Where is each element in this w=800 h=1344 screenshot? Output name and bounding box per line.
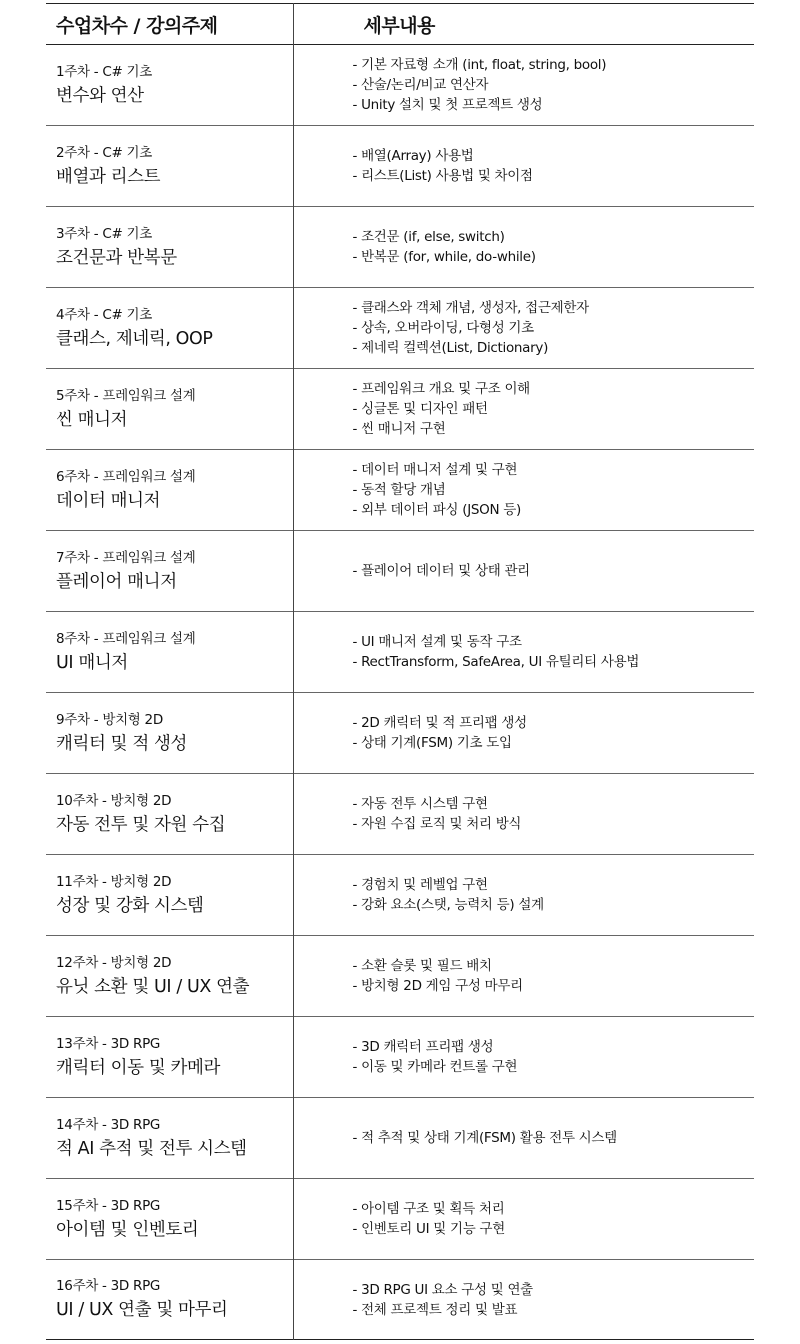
detail-item: - 외부 데이터 파싱 (JSON 등) (352, 502, 521, 518)
detail-item: - 리스트(List) 사용법 및 차이점 (352, 168, 533, 184)
topic-cell (46, 936, 293, 1017)
detail-list (353, 956, 755, 996)
topic-cell (46, 450, 293, 531)
detail-list (353, 713, 755, 753)
week-label: 2주차 - C# 기초 (56, 144, 152, 161)
detail-cell (293, 450, 754, 531)
header-row (46, 4, 754, 45)
topic-cell (46, 369, 293, 450)
detail-list (353, 1037, 755, 1077)
topic-cell (46, 1098, 293, 1179)
topic-cell (46, 612, 293, 693)
table-body (46, 45, 754, 1340)
topic-cell (46, 126, 293, 207)
week-label: 15주차 - 3D RPG (56, 1197, 161, 1214)
table-row (46, 612, 754, 693)
table-header (46, 4, 754, 45)
topic-title: 성장 및 강화 시스템 (56, 895, 204, 916)
week-label: 1주차 - C# 기초 (56, 63, 152, 80)
detail-item: - 강화 요소(스탯, 능력치 등) 설계 (352, 897, 544, 913)
week-label: 5주차 - 프레임워크 설계 (56, 387, 196, 404)
detail-item: - 조건문 (if, else, switch) (352, 229, 505, 245)
detail-item: - 동적 할당 개념 (352, 482, 446, 498)
table-row (46, 1017, 754, 1098)
week-label: 12주차 - 방치형 2D (56, 954, 172, 971)
topic-title: 적 AI 추적 및 전투 시스템 (56, 1138, 247, 1159)
table-row (46, 936, 754, 1017)
week-label: 11주차 - 방치형 2D (56, 873, 172, 890)
detail-item: - 씬 매니저 구현 (352, 421, 446, 437)
detail-cell (293, 1017, 754, 1098)
topic-cell (46, 288, 293, 369)
detail-cell (293, 612, 754, 693)
topic-title: 클래스, 제네릭, OOP (56, 328, 213, 349)
detail-item: - 상속, 오버라이딩, 다형성 기초 (352, 320, 534, 336)
detail-item: - 반복문 (for, while, do-while) (352, 249, 536, 265)
table-row (46, 45, 754, 126)
detail-item: - 인벤토리 UI 및 기능 구현 (352, 1221, 505, 1237)
detail-list (353, 794, 755, 834)
detail-item: - 산술/논리/비교 연산자 (352, 77, 489, 93)
table-row (46, 288, 754, 369)
detail-list (353, 1128, 755, 1148)
week-label: 6주차 - 프레임워크 설계 (56, 468, 196, 485)
topic-title: 데이터 매니저 (56, 490, 161, 511)
detail-list (353, 298, 755, 358)
detail-item: - 데이터 매니저 설계 및 구현 (352, 462, 518, 478)
detail-item: - 3D 캐릭터 프리팹 생성 (352, 1039, 494, 1055)
detail-item: - 경험치 및 레벨업 구현 (352, 877, 488, 893)
detail-list (353, 632, 755, 672)
detail-cell (293, 855, 754, 936)
detail-item: - 싱글톤 및 디자인 패턴 (352, 401, 488, 417)
week-label: 9주차 - 방치형 2D (56, 711, 163, 728)
detail-cell (293, 207, 754, 288)
detail-item: - Unity 설치 및 첫 프로젝트 생성 (352, 97, 543, 113)
week-label: 4주차 - C# 기초 (56, 306, 152, 323)
topic-cell (46, 774, 293, 855)
topic-title: UI / UX 연출 및 마무리 (56, 1300, 228, 1320)
week-label: 8주차 - 프레임워크 설계 (56, 630, 196, 647)
topic-cell (46, 207, 293, 288)
header-topic: 수업차수 / 강의주제 (56, 14, 218, 37)
detail-list (353, 55, 755, 115)
detail-list (353, 460, 755, 520)
detail-item: - UI 매니저 설계 및 동작 구조 (352, 634, 522, 650)
detail-item: - 아이템 구조 및 획득 처리 (352, 1201, 505, 1217)
detail-item: - 2D 캐릭터 및 적 프리팹 생성 (352, 715, 527, 731)
topic-title: 아이템 및 인벤토리 (56, 1219, 199, 1240)
curriculum-table (46, 3, 754, 1340)
detail-cell (293, 693, 754, 774)
topic-title: 자동 전투 및 자원 수집 (56, 814, 226, 835)
week-label: 3주차 - C# 기초 (56, 225, 152, 242)
detail-cell (293, 1260, 754, 1340)
topic-title: UI 매니저 (56, 652, 128, 673)
topic-title: 유닛 소환 및 UI / UX 연출 (56, 976, 250, 997)
detail-item: - 자원 수집 로직 및 처리 방식 (352, 816, 522, 832)
detail-cell (293, 126, 754, 207)
detail-item: - 클래스와 객체 개념, 생성자, 접근제한자 (352, 300, 589, 316)
table-row (46, 450, 754, 531)
table-row (46, 1260, 754, 1340)
topic-title: 배열과 리스트 (56, 166, 161, 187)
table-row (46, 855, 754, 936)
topic-title: 씬 매니저 (56, 409, 128, 430)
detail-list (353, 561, 755, 581)
detail-item: - 자동 전투 시스템 구현 (352, 796, 488, 812)
detail-item: - 상태 기계(FSM) 기초 도입 (352, 735, 512, 751)
table-row (46, 1098, 754, 1179)
detail-item: - 기본 자료형 소개 (int, float, string, bool) (352, 57, 607, 73)
detail-item: - 적 추적 및 상태 기계(FSM) 활용 전투 시스템 (352, 1130, 617, 1146)
topic-title: 캐릭터 및 적 생성 (56, 733, 188, 754)
detail-item: - 제네릭 컬렉션(List, Dictionary) (352, 340, 549, 356)
detail-cell (293, 774, 754, 855)
week-label: 10주차 - 방치형 2D (56, 792, 172, 809)
detail-cell (293, 45, 754, 126)
week-label: 13주차 - 3D RPG (56, 1035, 161, 1052)
topic-cell (46, 855, 293, 936)
table-row (46, 369, 754, 450)
detail-list (353, 379, 755, 439)
topic-cell (46, 45, 293, 126)
detail-cell (293, 288, 754, 369)
detail-item: - 전체 프로젝트 정리 및 발표 (352, 1301, 518, 1318)
topic-cell (46, 693, 293, 774)
table-row (46, 774, 754, 855)
topic-cell (46, 1260, 293, 1340)
detail-list (353, 1199, 755, 1239)
detail-item: - 배열(Array) 사용법 (352, 148, 474, 164)
header-detail: 세부내용 (293, 4, 754, 45)
topic-cell (46, 531, 293, 612)
detail-list (353, 227, 755, 267)
detail-item: - 3D RPG UI 요소 구성 및 연출 (352, 1281, 533, 1298)
table-row (46, 1179, 754, 1260)
table-row (46, 531, 754, 612)
topic-title: 캐릭터 이동 및 카메라 (56, 1057, 221, 1078)
detail-item: - 방치형 2D 게임 구성 마무리 (352, 978, 523, 994)
detail-cell (293, 1179, 754, 1260)
topic-cell (46, 1179, 293, 1260)
detail-item: - 플레이어 데이터 및 상태 관리 (352, 563, 530, 579)
table-row (46, 207, 754, 288)
detail-list (353, 146, 755, 186)
detail-cell (293, 369, 754, 450)
topic-title: 플레이어 매니저 (56, 571, 177, 592)
detail-cell (293, 936, 754, 1017)
week-label: 7주차 - 프레임워크 설계 (56, 549, 196, 566)
table-row (46, 693, 754, 774)
detail-list (353, 875, 755, 915)
week-label: 14주차 - 3D RPG (56, 1116, 161, 1133)
topic-title: 변수와 연산 (56, 85, 144, 106)
table-row (46, 126, 754, 207)
detail-item: - 이동 및 카메라 컨트롤 구현 (352, 1059, 518, 1075)
detail-item: - RectTransform, SafeArea, UI 유틸리티 사용법 (352, 654, 640, 670)
detail-item: - 프레임워크 개요 및 구조 이해 (352, 381, 530, 397)
detail-cell (293, 531, 754, 612)
detail-item: - 소환 슬롯 및 필드 배치 (352, 958, 492, 974)
week-label: 16주차 - 3D RPG (56, 1278, 161, 1294)
topic-cell (46, 1017, 293, 1098)
topic-title: 조건문과 반복문 (56, 247, 177, 268)
detail-list (353, 1280, 755, 1320)
detail-cell (293, 1098, 754, 1179)
